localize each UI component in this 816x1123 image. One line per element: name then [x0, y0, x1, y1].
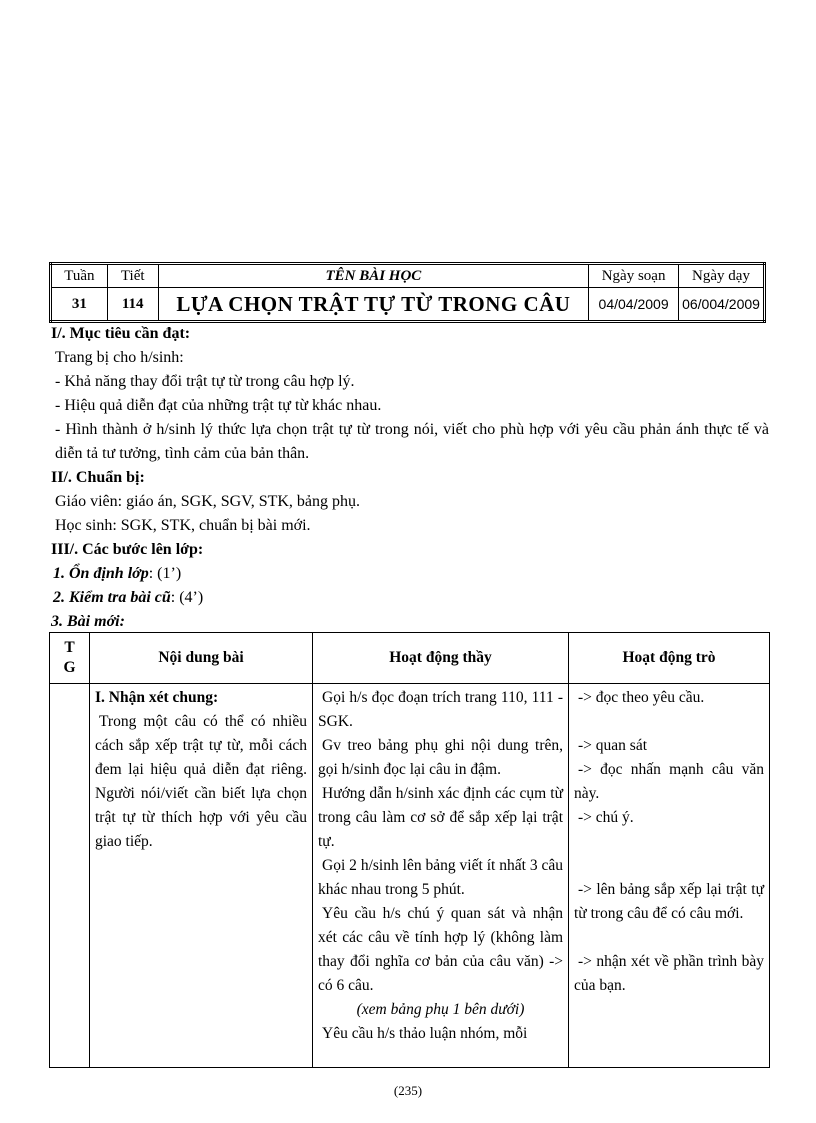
- step-3: [51, 610, 769, 634]
- col-header-time-text: T G: [63, 639, 76, 676]
- step-2-time: : (4’): [170, 589, 204, 606]
- content-title: I. Nhận xét chung:: [95, 689, 219, 706]
- preparation-heading: II/. Chuẩn bị:: [51, 469, 145, 486]
- objectives-intro: Trang bị cho h/sinh:: [55, 349, 184, 366]
- student-activity: -> đọc nhấn mạnh câu văn này.: [574, 761, 764, 802]
- lesson-label: TÊN BÀI HỌC: [158, 264, 589, 288]
- lesson-header-table: [49, 262, 766, 323]
- teacher-activity: Yêu cầu h/s chú ý quan sát và nhận xét các câu về tính hợp lý (không làm thay đổi nghĩa cơ bản của câu văn) -> có 6 câu.: [318, 905, 563, 994]
- col-header-teacher: Hoạt động thầy: [313, 633, 569, 684]
- taught-date-label: Ngày dạy: [679, 264, 765, 288]
- week-label: Tuần: [51, 264, 108, 288]
- objective-item: - Hình thành ở h/sinh lý thức lựa chọn trật tự từ trong nói, viết cho phù hợp với yêu cầu phản ánh thực tế và diễn tả tư tưởng, tình cảm của bản thân.: [55, 421, 769, 462]
- student-activity: -> lên bảng sắp xếp lại trật tự từ trong câu để có câu mới.: [574, 881, 764, 922]
- time-cell: [50, 684, 90, 1068]
- lesson-activities-table: [49, 632, 770, 1068]
- objective-item: - Hiệu quả diễn đạt của những trật tự từ khác nhau.: [55, 397, 382, 414]
- objectives-heading: I/. Mục tiêu cần đạt:: [51, 325, 191, 342]
- teacher-activity: Gọi h/s đọc đoạn trích trang 110, 111 - SGK.: [318, 689, 563, 730]
- col-header-time: [50, 633, 90, 684]
- teacher-activity: Yêu cầu h/s thảo luận nhóm, mỗi: [322, 1025, 528, 1042]
- step-1: [51, 562, 769, 586]
- preparation-student: Học sinh: SGK, STK, chuẩn bị bài mới.: [55, 517, 311, 534]
- step-3-label: 3. Bài mới: [51, 613, 120, 630]
- step-1-label: 1. Ổn định lớp: [53, 565, 149, 582]
- col-header-content: Nội dung bài: [90, 633, 313, 684]
- step-2-label: 2. Kiểm tra bài cũ: [53, 589, 171, 606]
- student-activity: -> quan sát: [578, 737, 648, 754]
- teacher-activity: Gọi 2 h/sinh lên bảng viết ít nhất 3 câu khác nhau trong 5 phút.: [318, 857, 563, 898]
- teacher-cell: [313, 684, 569, 1068]
- teacher-activity: Hướng dẫn h/sinh xác định các cụm từ trong câu làm cơ sở để sắp xếp lại trật tự.: [318, 785, 563, 850]
- page-number: (235): [393, 1083, 423, 1098]
- period-value: 114: [107, 288, 158, 322]
- student-activity: -> nhận xét về phần trình bày của bạn.: [574, 953, 764, 994]
- period-label: Tiết: [107, 264, 158, 288]
- lesson-body: [51, 322, 769, 634]
- prepared-date-label: Ngày soạn: [589, 264, 679, 288]
- content-cell: [90, 684, 313, 1068]
- teacher-note: (xem bảng phụ 1 bên dưới): [356, 1001, 525, 1018]
- lesson-title: LỰA CHỌN TRẬT TỰ TỪ TRONG CÂU: [158, 288, 589, 322]
- prepared-date: 04/04/2009: [589, 288, 679, 322]
- teacher-activity: Gv treo bảng phụ ghi nội dung trên, gọi h/sinh đọc lại câu in đậm.: [318, 737, 563, 778]
- student-activity: -> đọc theo yêu cầu.: [578, 689, 705, 706]
- step-3-end: :: [119, 613, 125, 630]
- student-cell: [569, 684, 770, 1068]
- objective-item: - Khả năng thay đổi trật tự từ trong câu hợp lý.: [55, 373, 355, 390]
- step-1-time: : (1’): [148, 565, 182, 582]
- steps-heading: III/. Các bước lên lớp:: [51, 541, 204, 558]
- week-value: 31: [51, 288, 108, 322]
- student-activity: -> chú ý.: [578, 809, 634, 826]
- step-2: [51, 586, 769, 610]
- col-header-student: Hoạt động trò: [569, 633, 770, 684]
- taught-date: 06/004/2009: [679, 288, 765, 322]
- preparation-teacher: Giáo viên: giáo án, SGK, SGV, STK, bảng phụ.: [55, 493, 361, 510]
- content-text: Trong một câu có thể có nhiều cách sắp xếp trật tự từ, mỗi cách đem lại hiệu quả diễn đạt riêng. Người nói/viết cần biết lựa chọn trật tự từ thích hợp với yêu cầu giao tiếp.: [95, 713, 307, 850]
